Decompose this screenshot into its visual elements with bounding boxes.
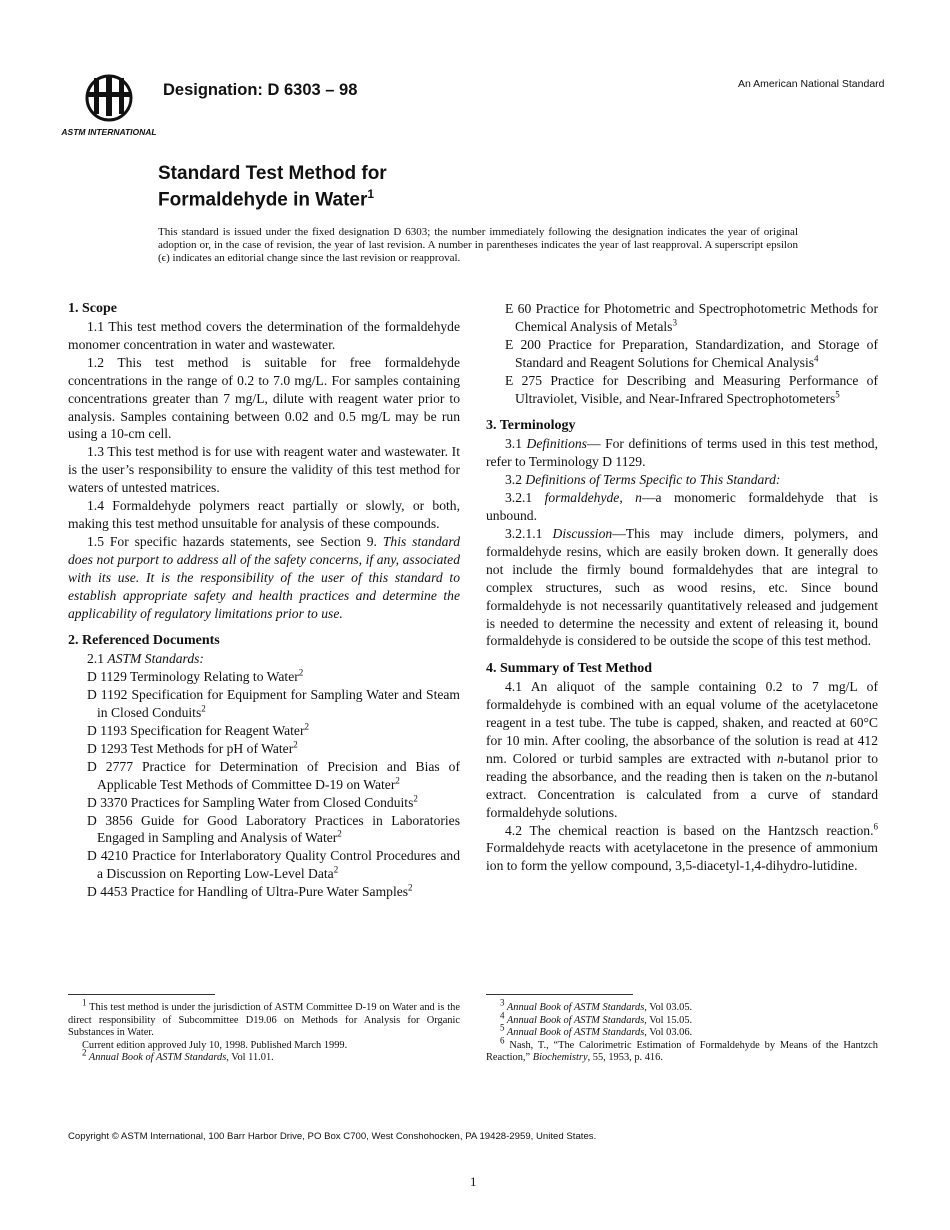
- para-4-2: 4.2 The chemical reaction is based on the Hantzsch reaction.$^6$ Formaldehyde reacts with acetylacetone in the presence of ammonium ion to form the yellow compound, 3,5-diacetyl-1,4-dihydro-lutidine.: [486, 821, 878, 874]
- para-1-2: 1.2 This test method is suitable for free formaldehyde concentrations in the range of 0.2 to 7.0 mg/L. For samples containing concentrations greater than 7 mg/L, dilute with reagent water prior to analysis. Samples containing between 0.02 and 0.5 mg/L may be run using a 10-cm cell.: [68, 354, 460, 442]
- ref-d4453: D 4453 Practice for Handling of Ultra-Pure Water Samples$^2$: [87, 882, 413, 900]
- designation: Designation: D 6303 – 98: [163, 81, 358, 99]
- ref-d4210: D 4210 Practice for Interlaboratory Quality Control Procedures and a Discussion on Reporting Low-Level Data$^2$: [87, 848, 460, 882]
- section-heading-summary: 4. Summary of Test Method: [486, 661, 653, 677]
- footnote-5: $^5$ Annual Book of ASTM Standards, Vol 03.06.: [500, 1022, 693, 1038]
- ref-e275: E 275 Practice for Describing and Measuring Performance of Ultraviolet, Visible, and Near-Infrared Spectrophotometers$^5$: [505, 372, 878, 406]
- ref-e60: E 60 Practice for Photometric and Spectrophotometric Methods for Chemical Analysis of Metals$^3$: [505, 301, 878, 334]
- para-3-2-1-1: 3.2.1.1 Discussion—This may include dimers, polymers, and formaldehyde resins, which are easily broken down. It generally does not include the firmly bound formaldehydes that are integral to complex structures, such as wood resins, etc. Since bound formaldehyde is not necessarily quantitatively released and judgement is needed to determine the necessity and extent of releasing it, bound formaldehyde is considered to be outside the scope of this test method.: [486, 525, 879, 649]
- title-line-2: Formaldehyde in Water$^1$: [158, 187, 375, 211]
- logo-text: ASTM INTERNATIONAL: [61, 127, 157, 137]
- ref-d1293: D 1293 Test Methods for pH of Water$^2$: [87, 739, 298, 756]
- ref-d2777: D 2777 Practice for Determination of Precision and Bias of Applicable Test Methods of Committee D-19 on Water$^2$: [87, 758, 460, 792]
- left-column: [68, 300, 460, 901]
- para-1-5: 1.5 For specific hazards statements, see Section 9. This standard does not purport to address all of the safety concerns, if any, associated with its use. It is the responsibility of the user of this standard to establish appropriate safety and health practices and determine the applicability of regulatory limitations prior to use.: [68, 533, 460, 621]
- page-number: 1: [470, 1174, 477, 1189]
- copyright-notice: Copyright © ASTM International, 100 Barr Harbor Drive, PO Box C700, West Conshohocken, PA 19428-2959, United States.: [68, 1131, 597, 1142]
- section-heading-terminology: 3. Terminology: [486, 418, 576, 434]
- national-standard-label: An American National Standard: [738, 78, 885, 90]
- section-heading-referenced-documents: 2. Referenced Documents: [68, 633, 220, 649]
- ref-e200: E 200 Practice for Preparation, Standardization, and Storage of Standard and Reagent Solutions for Chemical Analysis$^4$: [505, 336, 878, 370]
- section-heading-scope: 1. Scope: [68, 301, 117, 316]
- footnote-3: $^3$ Annual Book of ASTM Standards, Vol 03.05.: [500, 997, 693, 1013]
- title-line-1: Standard Test Method for: [158, 163, 387, 184]
- para-3-2-1: 3.2.1 formaldehyde, n—a monomeric formaldehyde that is unbound.: [486, 490, 878, 524]
- ref-d1192: D 1192 Specification for Equipment for Sampling Water and Steam in Closed Conduits$^2$: [87, 687, 460, 721]
- para-1-3: 1.3 This test method is for use with reagent water and wastewater. It is the user’s responsibility to ensure the validity of this test method for waters of untested matrices.: [68, 444, 460, 496]
- para-3-1: 3.1 Definitions— For definitions of terms used in this test method, refer to Terminology D 1129.: [486, 436, 879, 470]
- footnote-1: $^1$ This test method is under the jurisdiction of ASTM Committee D-19 on Water and is the direct responsibility of Subcommittee D19.06 on Methods for Analysis for Organic Substances in Water.: [68, 997, 460, 1038]
- footnote-rule-left: [68, 994, 215, 995]
- footnotes-left: [68, 997, 460, 1065]
- ref-d3370: D 3370 Practices for Sampling Water from Closed Conduits$^2$: [87, 793, 418, 810]
- para-2-1: 2.1 ASTM Standards:: [87, 651, 204, 667]
- ref-d3856: D 3856 Guide for Good Laboratory Practices in Laboratories Engaged in Sampling and Analysis of Water$^2$: [87, 812, 460, 846]
- title-footnote-mark: 1: [367, 187, 375, 201]
- footnote-1-continued: Current edition approved July 10, 1998. Published March 1999.: [82, 1039, 348, 1051]
- document-title: [158, 163, 387, 210]
- footnote-4: $^4$ Annual Book of ASTM Standards, Vol 15.05.: [500, 1010, 693, 1026]
- para-1-4: 1.4 Formaldehyde polymers react partially or slowly, or both, making this test method unsuitable for analysis of these compounds.: [68, 498, 460, 531]
- ref-d1129: D 1129 Terminology Relating to Water$^2$: [87, 667, 304, 685]
- ref-d1193: D 1193 Specification for Reagent Water$^2$: [87, 721, 309, 739]
- right-column: [486, 300, 878, 875]
- footnotes-right: [486, 997, 878, 1065]
- para-3-2: 3.2 Definitions of Terms Specific to This Standard:: [505, 472, 781, 488]
- footnote-6: $^6$ Nash, T., “The Calorimetric Estimation of Formaldehyde by Means of the Hantzch Reaction,” Biochemistry, 55, 1953, p. 416.: [486, 1035, 878, 1063]
- issue-notice: This standard is issued under the fixed designation D 6303; the number immediately following the designation indicates the year of original adoption or, in the case of revision, the year of last revision. A number in parentheses indicates the year of last reapproval. A superscript epsilon (ϵ) indicates an editorial change since the last revision or reapproval.: [158, 226, 798, 265]
- footnote-2: $^2$ Annual Book of ASTM Standards, Vol 11.01.: [82, 1047, 274, 1063]
- para-4-1: 4.1 An aliquot of the sample containing 0.2 to 7 mg/L of formaldehyde is combined with an equal volume of the acetylacetone reagent in a test tube. The tube is capped, shaken, and reacted at 60°C for 10 min. After cooling, the absorbance of the solution is read at 412 nm. Colored or turbid samples are extracted with n-butanol prior to reading the absorbance, and the reading then is taken on the n-butanol extract. Concentration is calculated from a curve of standard formaldehyde solutions.: [486, 679, 878, 820]
- para-1-1: 1.1 This test method covers the determination of the formaldehyde monomer concentration in water and wastewater.: [68, 319, 460, 352]
- footnote-rule-right: [486, 994, 633, 995]
- astm-logo: [61, 72, 157, 140]
